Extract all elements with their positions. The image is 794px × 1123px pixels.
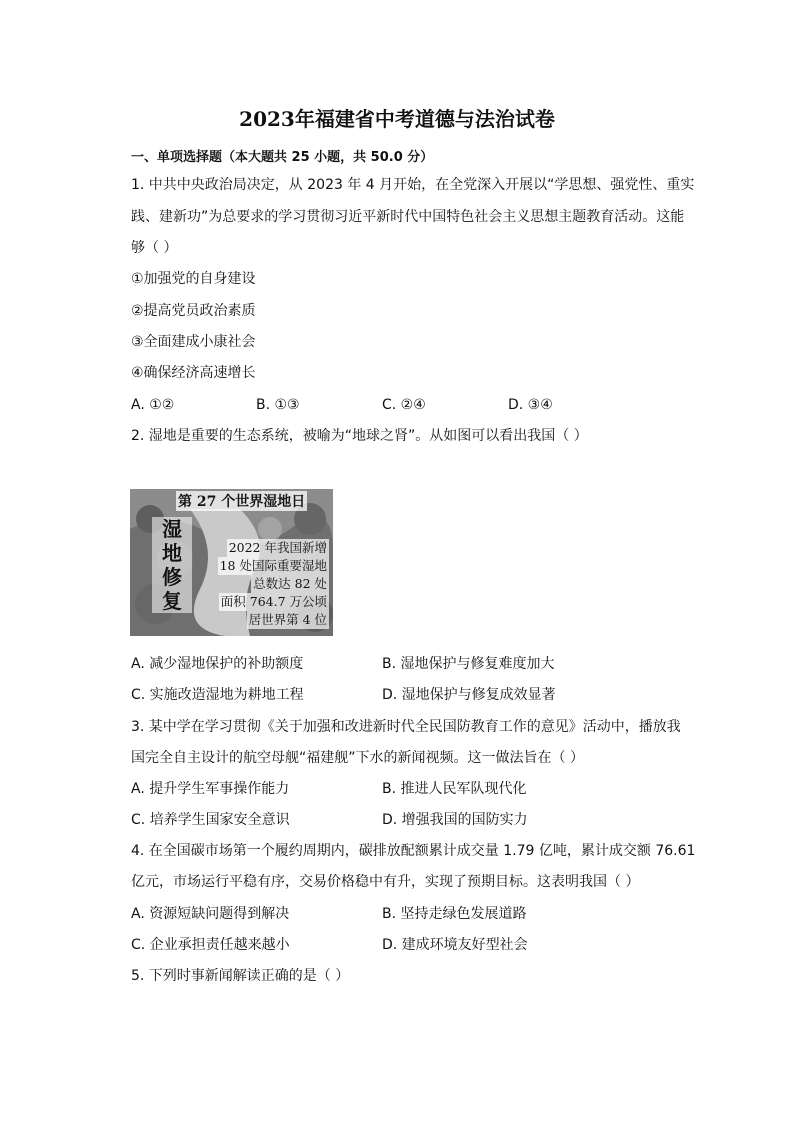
q3-stem-line-1: 3. 某中学在学习贯彻《关于加强和改进新时代全民国防教育工作的意见》活动中，播放我 — [131, 719, 681, 735]
q1-option-c[interactable]: C. ②④ — [382, 397, 426, 413]
q4-option-b[interactable]: B. 坚持走绿色发展道路 — [382, 906, 527, 922]
section-heading: 一、单项选择题（本大题共 25 小题，共 50.0 分） — [131, 150, 434, 165]
q4-option-a[interactable]: A. 资源短缺问题得到解决 — [131, 906, 290, 922]
q2-option-c[interactable]: C. 实施改造湿地为耕地工程 — [131, 687, 304, 703]
photo-stats — [218, 539, 329, 629]
q1-item-1: ①加强党的自身建设 — [131, 271, 256, 287]
q2-option-b[interactable]: B. 湿地保护与修复难度加大 — [382, 656, 555, 672]
vertical-char: 地 — [152, 541, 192, 565]
vertical-char: 湿 — [152, 517, 192, 541]
page-title: 2023年福建省中考道德与法治试卷 — [239, 107, 555, 131]
q3-option-d[interactable]: D. 增强我国的国防实力 — [382, 812, 528, 828]
q3-option-b[interactable]: B. 推进人民军队现代化 — [382, 781, 527, 797]
q3-option-a[interactable]: A. 提升学生军事操作能力 — [131, 781, 290, 797]
photo-caption-title: 第 27 个世界湿地日 — [176, 491, 307, 511]
photo-stat-line: 2022 年我国新增 — [228, 540, 327, 555]
q1-option-d[interactable]: D. ③④ — [508, 397, 553, 413]
photo-stat-line: 18 处国际重要湿地 — [219, 558, 327, 573]
photo-stat-line: 总数达 82 处 — [253, 576, 327, 591]
q4-stem-line-2: 亿元，市场运行平稳有序，交易价格稳中有升，实现了预期目标。这表明我国（ ） — [131, 874, 640, 890]
q1-option-b[interactable]: B. ①③ — [256, 397, 300, 413]
q1-stem-line-2: 践、建新功”为总要求的学习贯彻习近平新时代中国特色社会主义思想主题教育活动。这能 — [131, 209, 685, 225]
photo-vertical-heading — [152, 517, 192, 613]
q2-option-a[interactable]: A. 减少湿地保护的补助额度 — [131, 656, 304, 672]
photo-stat-line: 居世界第 4 位 — [248, 612, 327, 627]
q4-stem-line-1: 4. 在全国碳市场第一个履约周期内，碳排放配额累计成交量 1.79 亿吨，累计成交额 76.61 — [131, 843, 696, 859]
photo-stat-line: 面积 764.7 万公顷 — [220, 594, 327, 609]
q1-stem-line-3: 够（ ） — [131, 240, 178, 256]
q2-option-d[interactable]: D. 湿地保护与修复成效显著 — [382, 687, 556, 703]
q4-option-c[interactable]: C. 企业承担责任越来越小 — [131, 937, 290, 953]
q3-option-c[interactable]: C. 培养学生国家安全意识 — [131, 812, 290, 828]
q1-stem-line-1: 1. 中共中央政治局决定，从 2023 年 4 月开始，在全党深入开展以“学思想、强党性、重实 — [131, 177, 695, 193]
q1-option-a[interactable]: A. ①② — [131, 397, 175, 413]
q2-stem: 2. 湿地是重要的生态系统，被喻为“地球之肾”。从如图可以看出我国（ ） — [131, 428, 588, 444]
vertical-char: 复 — [152, 589, 192, 613]
q1-item-2: ②提高党员政治素质 — [131, 303, 256, 319]
q1-item-4: ④确保经济高速增长 — [131, 365, 256, 381]
q1-item-3: ③全面建成小康社会 — [131, 334, 256, 350]
q4-option-d[interactable]: D. 建成环境友好型社会 — [382, 937, 528, 953]
vertical-char: 修 — [152, 565, 192, 589]
q3-stem-line-2: 国完全自主设计的航空母舰“福建舰”下水的新闻视频。这一做法旨在（ ） — [131, 750, 584, 766]
q5-stem: 5. 下列时事新闻解读正确的是（ ） — [131, 968, 350, 984]
wetland-photo — [130, 489, 333, 636]
